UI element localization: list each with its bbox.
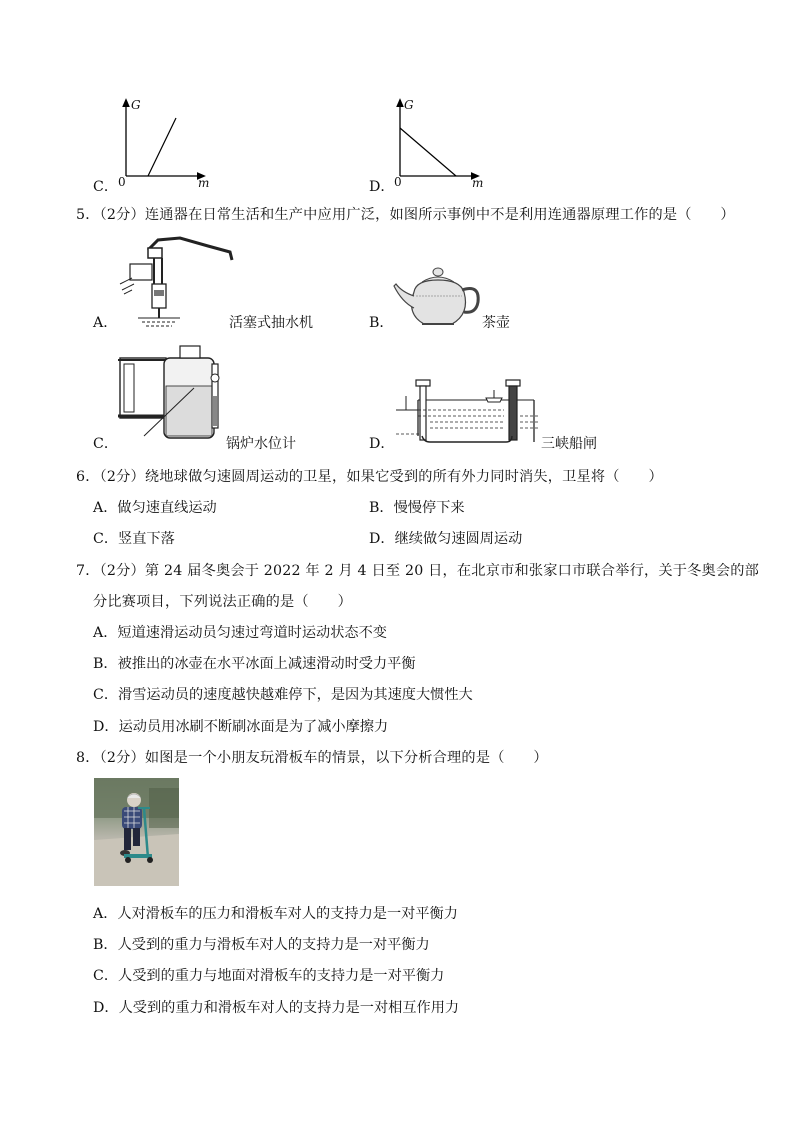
ship-lock-illustration — [394, 376, 542, 446]
q6-option-d: D．继续做匀速圆周运动 — [369, 531, 523, 547]
graph-c-line — [148, 118, 176, 176]
q5-option-a-caption: 活塞式抽水机 — [229, 315, 313, 331]
q5-option-c-letter: C． — [93, 436, 119, 452]
q7-option-a: A．短道速滑运动员匀速过弯道时运动状态不变 — [93, 625, 387, 641]
q5-option-d-caption: 三峡船闸 — [541, 436, 597, 452]
graph-d-option-label: D． — [369, 179, 395, 195]
q6-stem: 6．（2分）绕地球做匀速圆周运动的卫星，如果它受到的所有外力同时消失，卫星将（ ） — [76, 469, 663, 485]
scooter-photo — [94, 778, 179, 886]
q7-stem-line1: 7．（2分）第 24 届冬奥会于 2022 年 2 月 4 日至 20 日，在北京市和张家口市联合举行，关于冬奥会的部 — [76, 563, 760, 579]
q5-option-a-letter: A． — [93, 315, 118, 331]
q7-option-d: D．运动员用冰刷不断刷冰面是为了减小摩擦力 — [93, 719, 389, 735]
q5-option-c-caption: 锅炉水位计 — [226, 436, 296, 452]
q8-option-c: C．人受到的重力与地面对滑板车的支持力是一对平衡力 — [93, 968, 445, 984]
graph-d-origin: 0 — [394, 175, 402, 189]
graph-d-line — [400, 128, 456, 176]
q6-option-a: A．做匀速直线运动 — [93, 500, 217, 516]
q5-option-d-letter: D． — [369, 436, 395, 452]
teapot-illustration — [392, 262, 490, 334]
q6-option-b: B．慢慢停下来 — [369, 500, 465, 516]
graph-d-x-label: m — [472, 176, 484, 190]
graph-c-x-label: m — [198, 176, 210, 190]
q6-option-c: C．竖直下落 — [93, 531, 175, 547]
q8-option-a: A．人对滑板车的压力和滑板车对人的支持力是一对平衡力 — [93, 906, 458, 922]
q5-option-b-caption: 茶壶 — [482, 315, 510, 331]
q7-option-b: B．被推出的冰壶在水平冰面上减速滑动时受力平衡 — [93, 656, 416, 672]
graph-c-origin: 0 — [118, 175, 126, 189]
boiler-gauge-illustration — [114, 344, 226, 444]
scooter-photo-drawing — [94, 778, 179, 886]
q7-stem-line2: 分比赛项目，下列说法正确的是（ ） — [93, 594, 352, 610]
q5-stem: 5．（2分）连通器在日常生活和生产中应用广泛，如图所示事例中不是利用连通器原理工作的是（ ） — [76, 207, 735, 223]
q8-stem: 8．（2分）如图是一个小朋友玩滑板车的情景，以下分析合理的是（ ） — [76, 750, 548, 766]
q8-option-d: D．人受到的重力和滑板车对人的支持力是一对相互作用力 — [93, 1000, 460, 1016]
q7-option-c: C．滑雪运动员的速度越快越难停下，是因为其速度大惯性大 — [93, 687, 473, 703]
q8-option-b: B．人受到的重力与滑板车对人的支持力是一对平衡力 — [93, 937, 430, 953]
piston-pump-illustration — [118, 232, 238, 330]
graph-c-y-label: G — [131, 98, 141, 112]
graph-c-option-label: C． — [93, 179, 119, 195]
graph-d-y-label: G — [404, 98, 414, 112]
q5-option-b-letter: B． — [369, 315, 394, 331]
